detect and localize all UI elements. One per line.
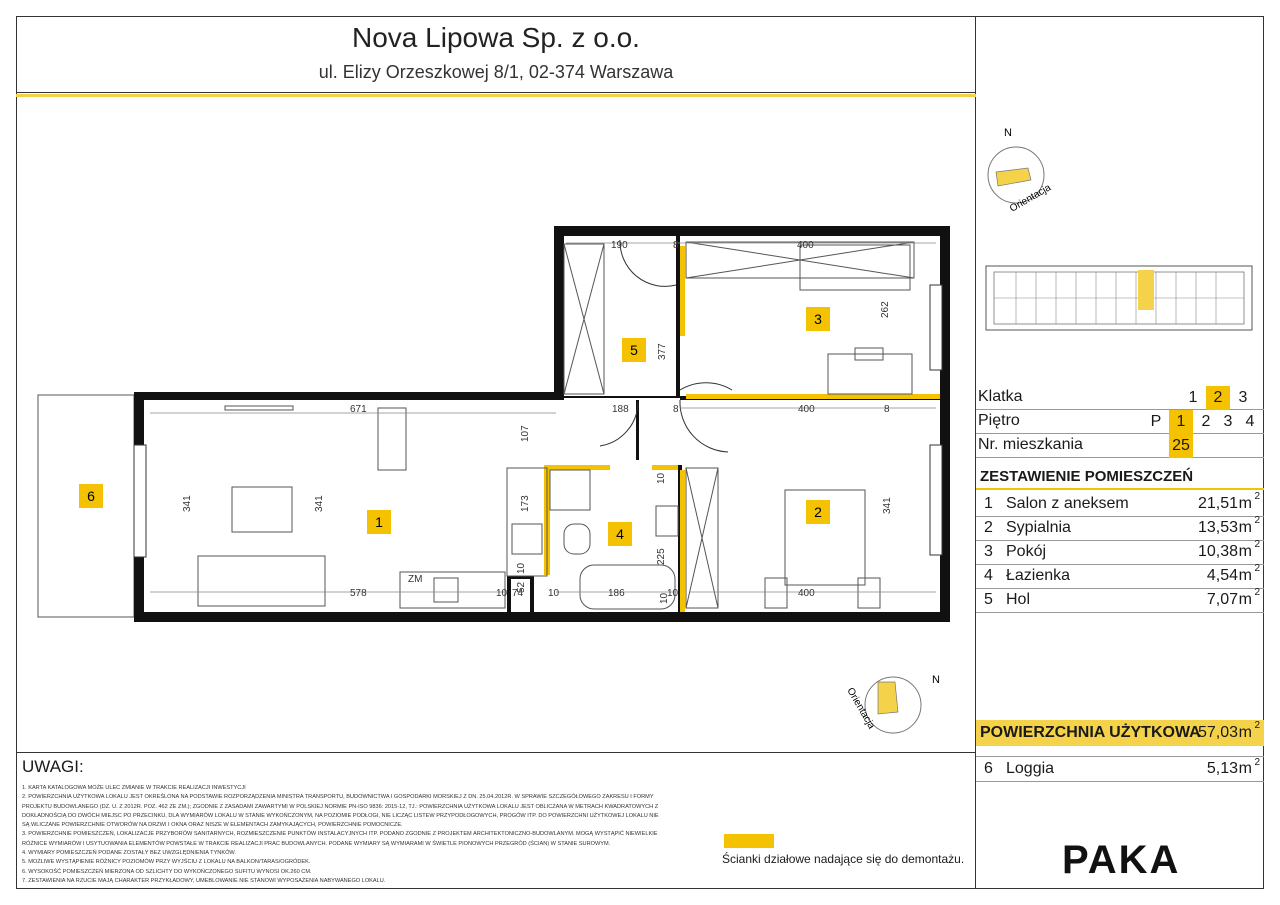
dim-label: 10: [496, 588, 508, 599]
inner-walls: [507, 236, 940, 612]
klatka-option[interactable]: 1: [1188, 389, 1198, 406]
notes-title: UWAGI:: [22, 757, 84, 776]
removable-partitions: [544, 246, 940, 612]
company-name: Nova Lipowa Sp. z o.o.: [352, 22, 640, 53]
dim-label: 341: [182, 495, 193, 512]
total-area-value: 57,03: [1197, 724, 1238, 741]
note-line: SĄ WLICZANE POWIERZCHNIE OTWORÓW NA DRZWI I OKNA ORAZ NISZE W ELEMENTACH ZAMYKAJĄCYCH, POWIERZCHNIE POMOCNICZE.: [22, 822, 403, 829]
outer-walls: [134, 226, 950, 622]
note-line: 1. KARTA KATALOGOWA MOŻE ULEC ZMIANIE W TRAKCIE REALIZACJI INWESTYCJI: [22, 785, 246, 791]
rooms-summary-title: ZESTAWIENIE POMIESZCZEŃ: [980, 468, 1194, 485]
zm-label: ZM: [408, 574, 423, 585]
loggia-name: Loggia: [1006, 760, 1055, 777]
note-line: DOKŁADNOŚCIĄ DO DWÓCH MIEJSC PO PRZECINKU, DLA WYMIARÓW LOKALU W STANIE WYKOŃCZONYM, NA POZIOMIE PODŁOGI, NIE LICZĄC LISTEW PRZYPODŁOGOWYCH, PROGÓW ITP. DO POWIERZCHNI UŻYTKOWEJ LOKALU NIE: [22, 812, 659, 819]
orientation-label: Orientacja: [1008, 182, 1053, 215]
pietro-option[interactable]: 3: [1223, 413, 1233, 430]
dim-label: 341: [882, 497, 893, 514]
dim-label: 10: [548, 588, 560, 599]
dimension-labels: [182, 240, 893, 604]
room-name: Sypialnia: [1006, 519, 1071, 536]
room-area: 21,51: [1197, 495, 1238, 512]
room-row: 1 Salon z aneksem 21,51 m 2: [976, 493, 1264, 517]
dim-label: 578: [350, 588, 367, 599]
room-area: 13,53: [1197, 519, 1238, 536]
klatka-option-selected[interactable]: 2: [1206, 386, 1230, 410]
dim-label: 8: [673, 404, 679, 415]
room-name: Hol: [1006, 591, 1031, 608]
orientation-label: Orientacja: [844, 686, 877, 731]
note-line: 2. POWIERZCHNIA UŻYTKOWA LOKALU JEST OKREŚLONA NA PODSTAWIE ROZPORZĄDZENIA MINISTRA TRANSPORTU, BUDOWNICTWA I GOSPODARKI MORSKIEJ Z DN. 25.04.2012R. W SPRAWIE SZCZEGÓŁOWEGO ZAKRESU I FORMY: [22, 794, 654, 801]
note-line: 3. POWIERZCHNIE POMIESZCZEŃ, LOKALIZACJE PRZYBORÓW SANITARNYCH, ROZMIESZCZENIE PUNKTÓW INSTALACYJNYCH ITP. PODANO ZGODNIE Z PROJEKTEM ARCHITEKTONICZNO-BUDOWLANYM. MOGĄ WYSTĄPIĆ NIEWIELKIE: [22, 831, 658, 838]
dim-label: 52: [516, 581, 527, 593]
dim-label: 107: [520, 425, 531, 442]
dim-label: 10: [516, 562, 527, 574]
loggia-area: 5,13: [1206, 760, 1238, 777]
room-name: Pokój: [1006, 543, 1047, 560]
dim-label: 341: [314, 495, 325, 512]
dim-label: 8: [673, 240, 679, 251]
dim-label: 188: [612, 404, 629, 415]
note-line: 7. ZESTAWIENIA NA RZUCIE MAJĄ CHARAKTER PRZYKŁADOWY, UMEBLOWANIE NIE STANOWI WYPOSAŻENIA NABYWANEGO LOKALU.: [22, 877, 386, 884]
notes-list: [22, 784, 712, 886]
dim-label: 225: [656, 548, 667, 565]
room-row: 3 Pokój 10,38 m 2: [976, 541, 1264, 565]
dim-label: 671: [350, 404, 367, 415]
paka-logo: PAKA: [1062, 838, 1181, 882]
dim-label: 400: [798, 404, 815, 415]
svg-text:1: 1: [375, 514, 383, 530]
svg-text:4: 4: [616, 526, 624, 542]
dim-label: 377: [657, 343, 668, 360]
svg-text:3: 3: [814, 311, 822, 327]
room-name: Łazienka: [1006, 567, 1071, 584]
nr-row: Nr. mieszkania 25: [976, 434, 1264, 458]
dim-label: 400: [798, 588, 815, 599]
room-row: 2 Sypialnia 13,53 m 2: [976, 517, 1264, 541]
room-name: Salon z aneksem: [1006, 495, 1129, 512]
dim-label: 8: [884, 404, 890, 415]
loggia-row: 6 Loggia 5,13 m 2: [976, 756, 1264, 782]
pietro-option[interactable]: 2: [1201, 413, 1211, 430]
note-line: PROJEKTU BUDOWLANEGO (DZ. U. Z 2012R. POZ. 462 ZE ZM.); ZGODNIE Z ZASADAMI ZAWARTYMI W POLSKIEJ NORMIE PN-ISO 9836: 2015-12, TJ.: POWIERZCHNIA UŻYTKOWA LOKALU JEST OBLICZANA W METRACH KWADRATOWYCH Z: [22, 803, 659, 810]
note-line: 4. WYMIARY POMIESZCZEŃ PODANE ZOSTAŁY BEZ UWZGLĘDNIENIA TYNKÓW.: [22, 850, 236, 857]
pietro-option[interactable]: P: [1150, 413, 1162, 430]
room-row: 4 Łazienka 4,54 m 2: [976, 565, 1264, 589]
svg-text:2: 2: [814, 504, 822, 520]
orientation-compass-top: [976, 100, 1264, 220]
note-line: 6. WYSOKOŚĆ POMIESZCZEŃ MIERZONA OD SZLICHTY DO WYKOŃCZONEGO SUFITU WYNOSI OK.260 CM.: [22, 868, 312, 875]
highlighted-unit: [1138, 270, 1154, 310]
room-area: 4,54: [1206, 567, 1238, 584]
unit-number: 25: [1169, 434, 1193, 458]
svg-text:5: 5: [630, 342, 638, 358]
company-address: ul. Elizy Orzeszkowej 8/1, 02-374 Warszawa: [318, 62, 674, 82]
svg-text:6: 6: [87, 488, 95, 504]
pietro-row: Piętro P 1 2 3 4: [976, 410, 1264, 434]
building-key-plan: [976, 256, 1264, 336]
legend-swatch: [724, 834, 774, 848]
klatka-option[interactable]: 3: [1238, 389, 1248, 406]
room-row: 5 Hol 7,07 m 2: [976, 589, 1264, 613]
dim-label: 74: [512, 588, 524, 599]
notes-divider: [16, 752, 976, 753]
total-area-row: POWIERZCHNIA UŻYTKOWA 57,03 m 2: [976, 720, 1264, 746]
dim-label: 10: [656, 472, 667, 484]
dim-label: 10: [659, 592, 670, 604]
dimension-lines: [150, 243, 936, 592]
dim-label: 262: [880, 301, 891, 318]
pietro-option-selected[interactable]: 1: [1169, 410, 1193, 434]
dim-label: 186: [608, 588, 625, 599]
total-area-label: POWIERZCHNIA UŻYTKOWA: [980, 724, 1201, 741]
legend-text: Ścianki działowe nadające się do demontażu.: [722, 852, 965, 866]
note-line: RÓŻNICE WYMIARÓW I USYTUOWANIA ELEMENTÓW POWSTAŁE W TRAKCIE REALIZACJI PRAC BUDOWLANYCH. PODANE WYMIARY SĄ WYMIARAMI W ŚWIETLE PIONOWYCH PRZEGRÓD (ŚCIAN) W STANIE SUROWYM.: [22, 840, 611, 847]
orientation-compass-bottom: [844, 674, 940, 733]
dim-label: 173: [520, 495, 531, 512]
dim-label: 400: [797, 240, 814, 251]
north-label: N: [1004, 127, 1012, 139]
klatka-row: Klatka 1 2 3: [976, 386, 1264, 410]
room-area: 10,38: [1197, 543, 1238, 560]
room-area: 7,07: [1206, 591, 1238, 608]
dim-label: 190: [611, 240, 628, 251]
dim-label: 10: [667, 588, 679, 599]
north-label: N: [932, 674, 940, 686]
note-line: 5. MOŻLIWE WYSTĄPIENIE RÓŻNICY POZIOMÓW PRZY WYJŚCIU Z LOKALU NA BALKON/TARAS/OGRÓDEK.: [22, 859, 311, 866]
pietro-option[interactable]: 4: [1245, 413, 1255, 430]
